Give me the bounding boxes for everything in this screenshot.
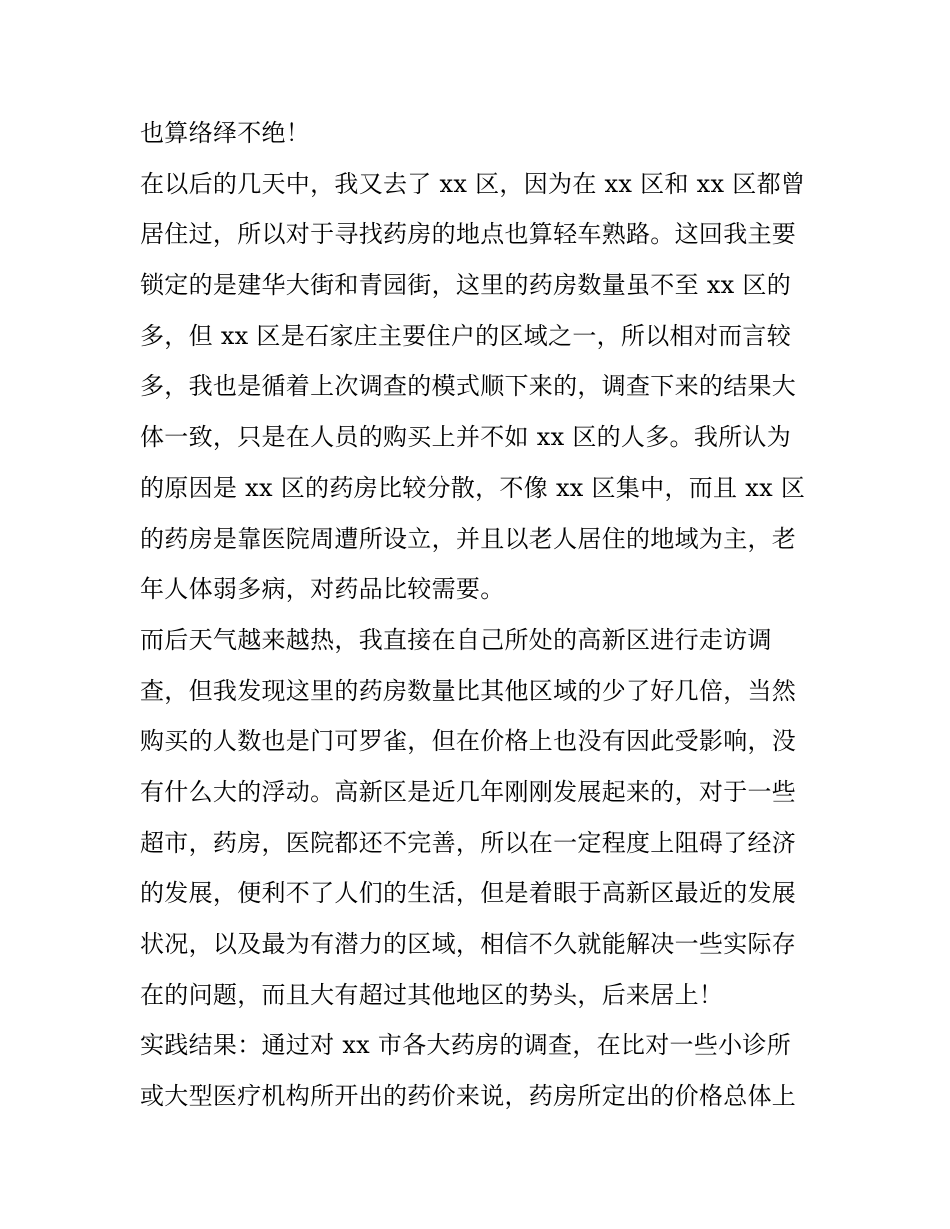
text-line: 年人体弱多病，对药品比较需要。: [140, 575, 505, 604]
text-line: 居住过，所以对于寻找药房的地点也算轻车熟路。这回我主要: [140, 220, 797, 249]
text-line: 的发展，便利不了人们的生活，但是着眼于高新区最近的发展: [140, 879, 797, 908]
text-line: 超市，药房，医院都还不完善，所以在一定程度上阻碍了经济: [140, 828, 797, 857]
text-line: 也算络绎不绝！: [140, 119, 311, 147]
text-line: 或大型医疗机构所开出的药价来说，药房所定出的价格总体上: [140, 1082, 797, 1111]
text-line: 状况，以及最为有潜力的区域，相信不久就能解决一些实际存: [140, 930, 797, 958]
text-line: 而后天气越来越热，我直接在自己所处的高新区进行走访调: [140, 625, 772, 654]
document-body: [140, 108, 820, 1122]
text-line: 的药房是靠医院周遭所设立，并且以老人居住的地域为主，老: [140, 524, 797, 553]
text-line: 有什么大的浮动。高新区是近几年刚刚发展起来的，对于一些: [140, 777, 797, 806]
text-line: 在的问题，而且大有超过其他地区的势头，后来居上！: [140, 980, 724, 1009]
text-line: 的原因是 xx 区的药房比较分散，不像 xx 区集中，而且 xx 区: [140, 473, 806, 502]
text-line: 在以后的几天中，我又去了 xx 区，因为在 xx 区和 xx 区都曾: [140, 169, 806, 198]
text-line: 实践结果：通过对 xx 市各大药房的调查，在比对一些小诊所: [140, 1031, 792, 1060]
text-line: 多，我也是循着上次调查的模式顺下来的，调查下来的结果大: [140, 372, 797, 401]
text-line: 体一致，只是在人员的购买上并不如 xx 区的人多。我所认为: [140, 423, 792, 452]
text-line: 查，但我发现这里的药房数量比其他区域的少了好几倍，当然: [140, 676, 797, 705]
text-line: 锁定的是建华大街和青园街，这里的药房数量虽不至 xx 区的: [140, 271, 792, 300]
text-line: 多，但 xx 区是石家庄主要住户的区域之一，所以相对而言较: [140, 321, 792, 350]
text-line: 购买的人数也是门可罗雀，但在价格上也没有因此受影响，没: [140, 727, 797, 756]
